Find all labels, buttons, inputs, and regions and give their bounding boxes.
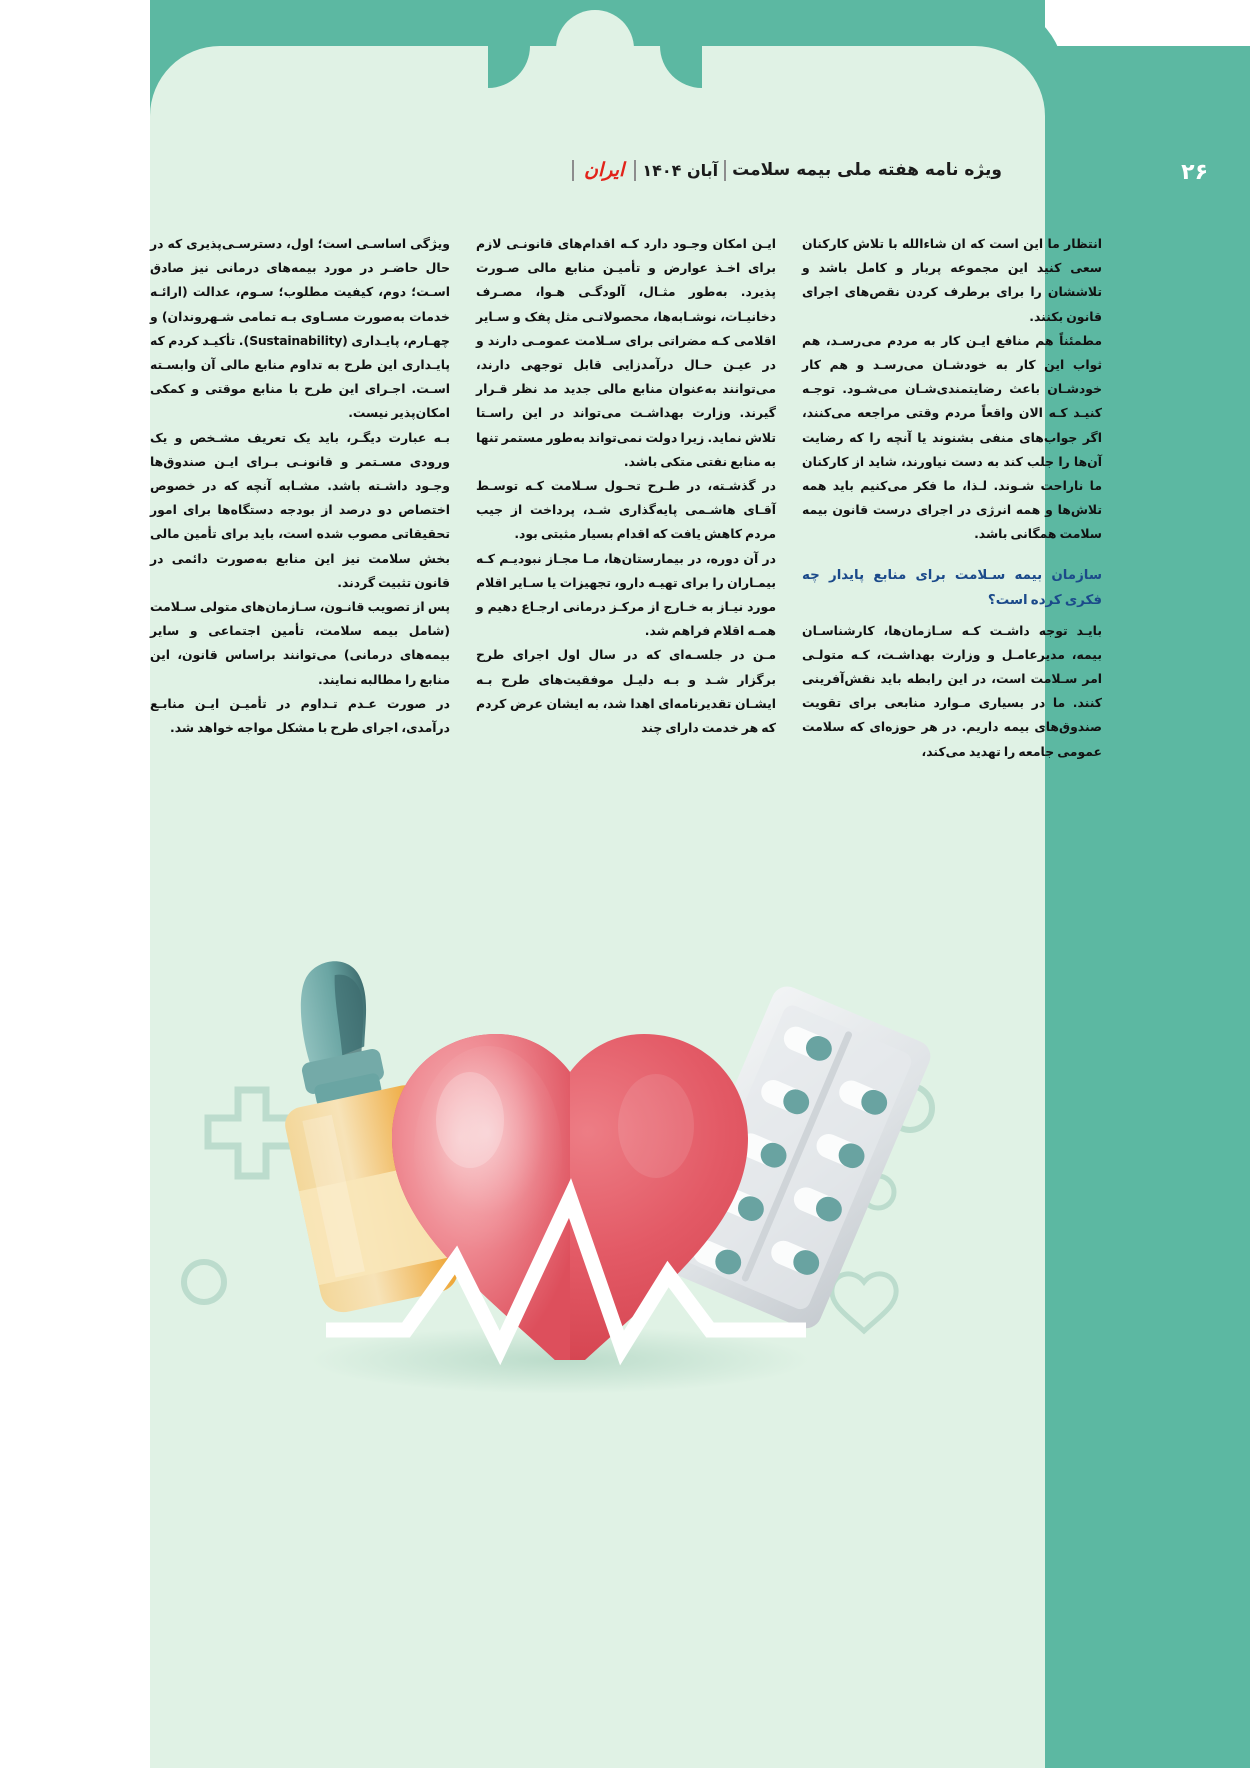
column-middle xyxy=(476,232,776,764)
page-number: ۲۶ xyxy=(1181,160,1208,185)
paragraph: ایـن امکان وجـود دارد کـه اقدام‌های قانونـی لازم برای اخـذ عوارض و تأمیـن منابع مالی صـورت پذیرد. به‌طور مثـال، آلودگـی هـوا، مصـرف دخانیـات، نوشـابه‌ها، محصولاتـی مثل پفک و سـایر اقلامی کـه مضراتی برای سـلامت عمومـی دارند و در عیـن حـال درآمدزایی قابل توجهی دارند، می‌توانند به‌عنوان منابع مالی جدید مد نظر قـرار گیرند. وزارت بهداشـت می‌تواند در این راسـتا تلاش نماید. زیرا دولت نمی‌تواند به‌طور مستمر تنها به منابع نفتی متکی باشد. xyxy=(476,236,776,469)
top-left-white-margin xyxy=(0,0,150,215)
paragraph: بـه عبارت دیگـر، باید یک تعریف مشـخص و یک ورودی مسـتمر و قانونـی بـرای ایـن صندوق‌ها وجـود داشـته باشد. مشـابه آنچه که در خصوص اختصاص دو درصد از بودجه دستگاه‌ها برای امور تحقیقاتی مصوب شده است، باید برای تأمین مالی بخش سلامت نیز این منابع به‌صورت دائمی در قانون تثبیت گردند. xyxy=(150,429,450,590)
health-insurance-illustration xyxy=(170,930,950,1410)
top-right-white-margin xyxy=(1045,0,1250,46)
article-columns xyxy=(90,232,1102,764)
masthead-divider-3 xyxy=(572,160,574,181)
heart-outline-decoration xyxy=(832,1274,896,1331)
sheet-corner-top-right xyxy=(975,46,1045,116)
section-heading: سازمان بیمه سـلامت برای منابع پایدار چه فکری کرده است؟ xyxy=(802,567,1102,608)
masthead-title: ویژه نامه هفته ملی بیمه سلامت xyxy=(732,160,1002,180)
paragraph: مطمئناً هم منافع ایـن کار به مردم می‌رسـد، هم ثواب این کار به خودشـان می‌رسـد و هم کار خودشـان باعث رضایتمندی‌شـان می‌شـود. توجـه کنیـد کـه الان واقعاً مردم وقتی مراجعه می‌کنند، اگر جواب‌های منفی بشنوند یا آنچه را که رضایت آن‌ها را جلب کند به دست نیاورند، شاید از کارکنان ما ناراحت شـوند. لـذا، ما فکر می‌کنیم باید همه تلاش‌ها و همه انرژی در اجرای درست قانون بیمه سلامت همگانی باشد. xyxy=(802,332,1102,542)
paragraph: پس از تصویب قانـون، سـازمان‌های متولی سـلامت (شامل بیمه سلامت، تأمین اجتماعی و سایر بیمه‌های درمانی) می‌توانند براساس قانون، این منابع را مطالبه نمایند. xyxy=(150,599,450,687)
sheet-corner-top-left xyxy=(150,46,220,116)
paragraph: در آن دوره، در بیمارستان‌ها، مـا مجـاز نبودیـم کـه بیمـاران را برای تهیـه دارو، تجهیزات یا سـایر اقلام مورد نیـاز به خـارج از مرکـز درمانی ارجـاع دهیم و همـه اقلام فراهم شد. xyxy=(476,550,776,639)
paragraph: در گذشـته، در طـرح تحـول سـلامت کـه توسـط آقـای هاشـمی پایه‌گذاری شـد، پرداخت از جیب مردم کاهش یافت که اقدام بسیار مثبتی بود. xyxy=(476,478,776,542)
paragraph: مـن در جلسـه‌ای که در سال اول اجرای طرح برگزار شـد و بـه دلیـل موفقیت‌های طرح بـه ایشـان تقدیرنامه‌ای اهدا شد، به ایشان عرض کردم که هر خدمت دارای چند xyxy=(476,647,776,736)
paragraph: بایـد توجه داشـت کـه سـازمان‌ها، کارشناسـان بیمه، مدیرعامـل و وزارت بهداشـت، کـه متولـی امر سـلامت است، در این رابطه باید نقش‌آفرینی کنند. ما در بسیاری مـوارد منابعی برای تقویت صندوق‌های بیمه داریم. در هر حوزه‌ای که سلامت عمومی جامعه را تهدید می‌کند، xyxy=(802,622,1102,759)
column-right xyxy=(802,232,1102,764)
masthead-divider-2 xyxy=(634,160,636,181)
paragraph: انتظار ما این است که ان شاءالله با تلاش کارکنان سعی کنید این مجموعه پربار و کامل باشد و تلاششان را برای برطرف کردن نقص‌های اجرای قانون بکنند. xyxy=(802,236,1102,324)
masthead-brand: ایران xyxy=(584,159,625,181)
masthead-date: آبان ۱۴۰۴ xyxy=(642,160,719,180)
paragraph: در صورت عـدم تـداوم در تأمیـن ایـن منابـع درآمدی، اجرای طرح با مشکل مواجه خواهد شد. xyxy=(150,695,450,736)
plus-sign-decoration xyxy=(208,1090,296,1176)
masthead-divider-1 xyxy=(724,160,726,181)
paragraph: ویژگی اساسـی است؛ اول، دسترسـی‌پذیری که در حال حاضـر در مورد بیمه‌های درمانی نیز صادق اسـت؛ دوم، کیفیت مطلوب؛ سـوم، عدالت (ارائـه خدمات به‌صورت مسـاوی بـه تمامی شـهروندان) و چهـارم، پایـداری (Sustainability). تأکیـد کردم که پایـداری این طرح به تداوم منابع مالی آن وابسـته اسـت. اجـرای این طرح با منابع موقتی و کمکی امکان‌پذیر نیست. xyxy=(150,236,450,421)
column-left xyxy=(150,232,450,764)
masthead xyxy=(566,152,1002,188)
sheet-tab-bump xyxy=(556,10,634,90)
circle-decoration xyxy=(184,1262,224,1302)
